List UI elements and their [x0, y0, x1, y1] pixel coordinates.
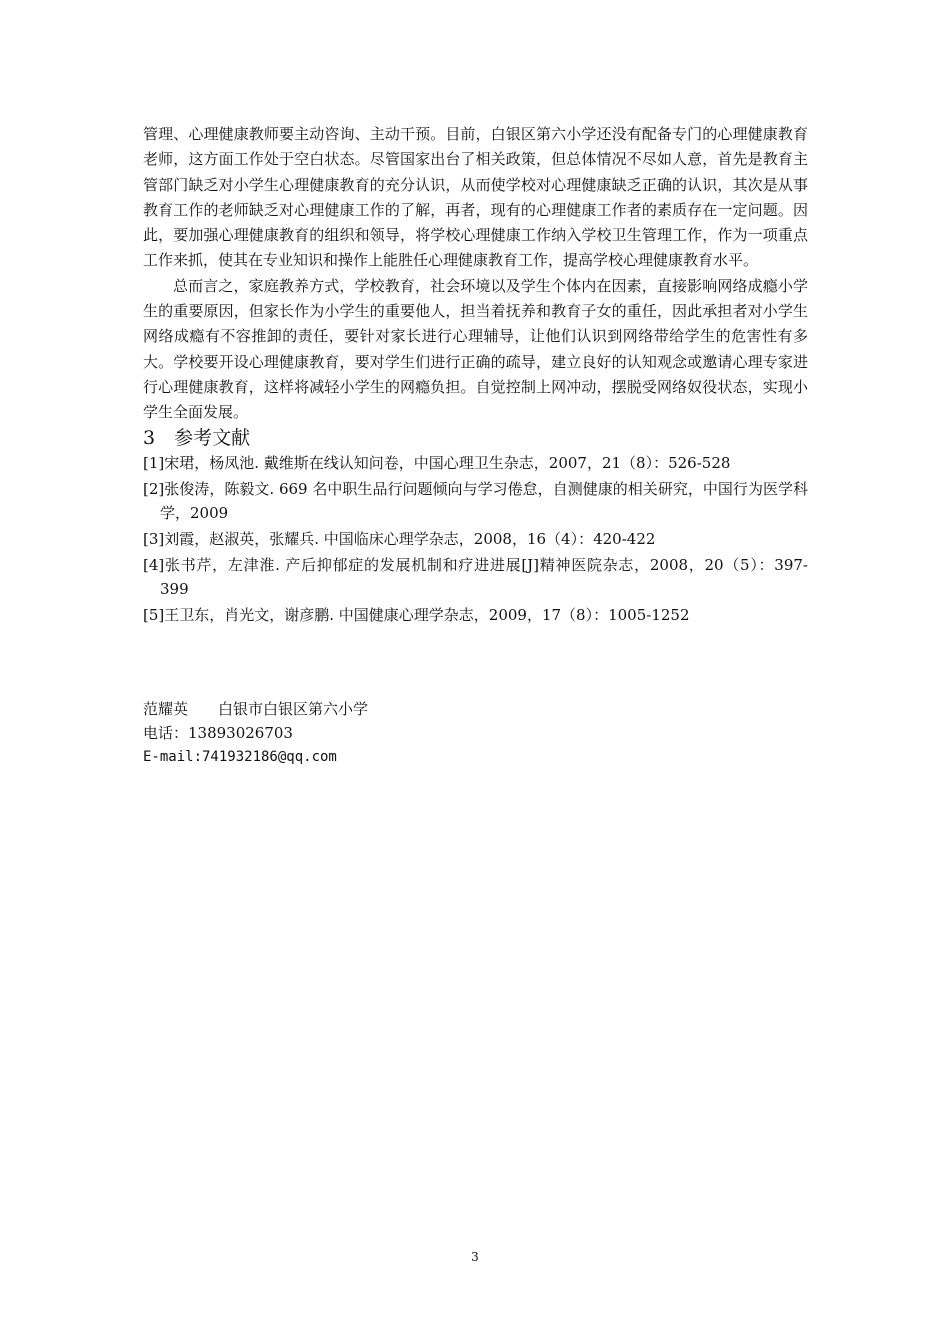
- conclusion-paragraph: 总而言之，家庭教养方式，学校教育，社会环境以及学生个体内在因素，直接影响网络成瘾小学生的重要原因，但家长作为小学生的重要他人，担当着抚养和教育子女的重任，因此承担者对小学生网络成瘾有不容推卸的责任，要针对家长进行心理辅导，让他们认识到网络带给学生的危害性有多大。学校要开设心理健康教育，要对学生们进行正确的疏导，建立良好的认知观念或邀请心理专家进行心理健康教育，这样将减轻小学生的网瘾负担。自觉控制上网冲动，摆脱受网络奴役状态，实现小学生全面发展。: [143, 276, 808, 422]
- author-info: [143, 697, 808, 769]
- reference-item: [5]王卫东，肖光文，谢彦鹏. 中国健康心理学杂志，2009，17（8）：1005-1252: [143, 605, 690, 624]
- page-number: 3: [471, 1250, 479, 1264]
- reference-item: [2]张俊涛，陈毅文. 669 名中职生品行问题倾向与学习倦怠，自测健康的相关研究，中国行为医学科学，2009: [143, 479, 808, 522]
- reference-item: [4]张书芹，左津淮. 产后抑郁症的发展机制和疗进进展[J]精神医院杂志，2008，20（5）：397-399: [143, 555, 808, 598]
- reference-item: [3]刘霞，赵淑英，张耀兵. 中国临床心理学杂志，2008，16（4）：420-422: [143, 529, 656, 548]
- reference-item: [1]宋珺，杨凤池. 戴维斯在线认知问卷，中国心理卫生杂志，2007，21（8）：526-528: [143, 453, 731, 472]
- author-phone: 电话：13893026703: [143, 724, 293, 742]
- references-heading: 3 参考文献: [143, 426, 251, 449]
- author-email: E-mail:741932186@qq.com: [143, 749, 337, 765]
- document-body: [143, 122, 808, 627]
- author-name-affiliation: 范耀英 白银市白银区第六小学: [143, 700, 369, 718]
- body-paragraph: 管理、心理健康教师要主动咨询、主动干预。目前，白银区第六小学还没有配备专门的心理健康教育老师，这方面工作处于空白状态。尽管国家出台了相关政策，但总体情况不尽如人意，首先是教育主管部门缺乏对小学生心理健康教育的充分认识，从而使学校对心理健康缺乏正确的认识，其次是从事教育工作的老师缺乏对心理健康工作的了解，再者，现有的心理健康工作者的素质存在一定问题。因此，要加强心理健康教育的组织和领导，将学校心理健康工作纳入学校卫生管理工作，作为一项重点工作来抓，使其在专业知识和操作上能胜任心理健康教育工作，提高学校心理健康教育水平。: [143, 125, 808, 270]
- references-list: [143, 451, 808, 627]
